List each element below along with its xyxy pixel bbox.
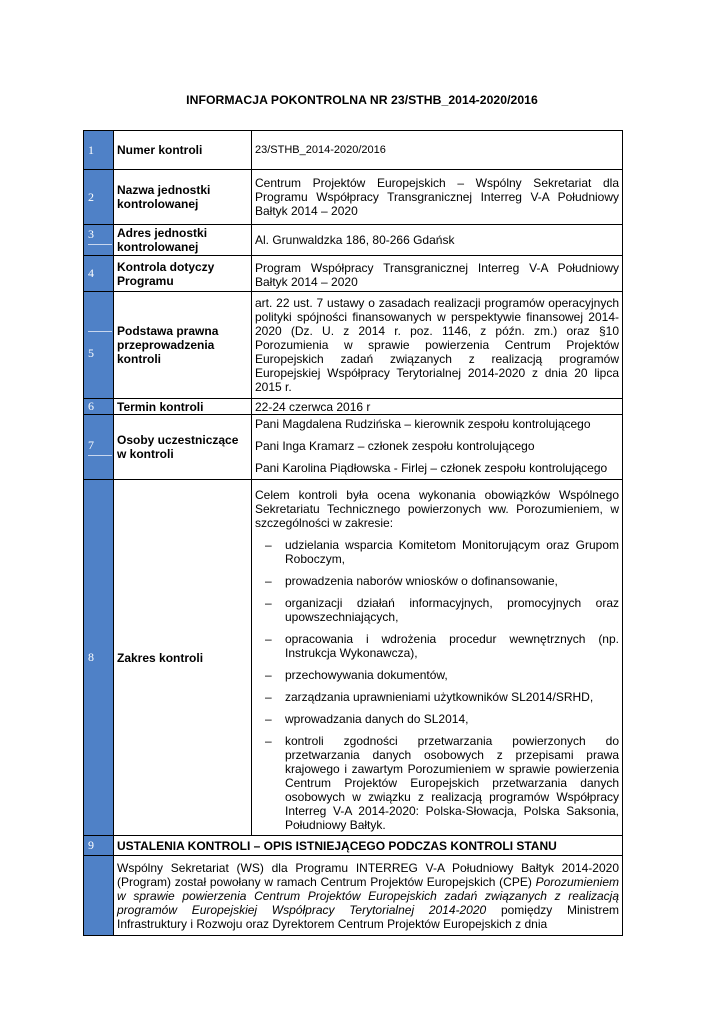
list-item: – kontroli zgodności przetwarzania powierzonych do przetwarzania danych osobowych z przepisami prawa krajowego i zawartym Porozumieniem w sprawie powierzenia Centrum Projektów Europejskich przetwarzania danych osobowych w związku z realizacją programów Współpracy Interreg V-A 2014-2020: Polska-Słowacja, Polska Saksonia, Południowy Bałtyk. <box>255 734 619 832</box>
person-entry: Pani Magdalena Rudzińska – kierownik zespołu kontrolującego <box>255 417 591 431</box>
row-value-termin-kontroli: 22-24 czerwca 2016 r <box>252 399 623 415</box>
table-row-5 <box>84 292 623 399</box>
list-item: – wprowadzania danych do SL2014, <box>255 712 619 726</box>
table-row-9 <box>84 836 623 856</box>
table-row-3 <box>84 225 623 256</box>
list-item: – prowadzenia naborów wniosków o dofinansowanie, <box>255 574 619 588</box>
person-entry: Pani Karolina Piądłowska - Firlej – członek zespołu kontrolującego <box>255 461 608 475</box>
row-number: 6 <box>84 399 114 415</box>
scope-intro: Celem kontroli była ocena wykonania obowiązków Wspólnego Sekretariatu Technicznego powierzonych ww. Porozumieniem, w szczególności w zakresie: <box>255 487 619 530</box>
row-number: 9 <box>84 836 114 856</box>
row-label-podstawa-prawna: Podstawa prawna przeprowadzenia kontroli <box>114 292 252 399</box>
row-value-numer-kontroli: 23/STHB_2014-2020/2016 <box>252 131 623 170</box>
table-row-7 <box>84 415 623 480</box>
row-value-nazwa-jednostki: Centrum Projektów Europejskich – Wspólny Sekretariat dla Programu Współpracy Transgranicznej Interreg V-A Południowy Bałtyk 2014 – 2020 <box>252 170 623 225</box>
table-row-2 <box>84 170 623 225</box>
row-label-osoby: Osoby uczestniczące w kontroli <box>114 415 252 480</box>
person-entry: Pani Inga Kramarz – członek zespołu kontrolującego <box>255 439 535 453</box>
row-value-osoby <box>252 415 623 480</box>
row-number: 2 <box>84 170 114 225</box>
row-label-adres-jednostki: Adres jednostki kontrolowanej <box>114 225 252 256</box>
row-value-adres-jednostki: Al. Grunwaldzka 186, 80-266 Gdańsk <box>252 225 623 256</box>
row-number: 8 <box>84 480 114 836</box>
list-item: – udzielania wsparcia Komitetom Monitorującym oraz Grupom Roboczym, <box>255 538 619 566</box>
row-value-kontrola-dotyczy: Program Współpracy Transgranicznej Interreg V-A Południowy Bałtyk 2014 – 2020 <box>252 256 623 292</box>
table-row-6 <box>84 399 623 415</box>
row-number: 7 <box>84 415 114 480</box>
row-label-termin-kontroli: Termin kontroli <box>114 399 252 415</box>
table-row-9-text <box>84 856 623 936</box>
row-label-kontrola-dotyczy: Kontrola dotyczy Programu <box>114 256 252 292</box>
inspection-info-table <box>83 130 623 936</box>
list-item: – przechowywania dokumentów, <box>255 668 619 682</box>
findings-heading: USTALENIA KONTROLI – OPIS ISTNIEJĄCEGO PODCZAS KONTROLI STANU <box>114 836 623 856</box>
row-number: 1 <box>84 131 114 170</box>
row-number: 3 <box>84 225 114 256</box>
list-item: – opracowania i wdrożenia procedur wewnętrznych (np. Instrukcja Wykonawcza), <box>255 632 619 660</box>
table-row-8 <box>84 480 623 836</box>
scope-list <box>255 538 619 832</box>
row-value-podstawa-prawna: art. 22 ust. 7 ustawy o zasadach realizacji programów operacyjnych polityki spójności finansowanych w perspektywie finansowej 2014-2020 (Dz. U. z 2014 r. poz. 1146, z późn. zm.) oraz §10 Porozumienia w sprawie powierzenia Centrum Projektów Europejskich zadań związanych z realizacją programów Europejskiej Współpracy Terytorialnej 2014-2020 z dnia 20 lipca 2015 r. <box>252 292 623 399</box>
row-number: 5 <box>84 292 114 399</box>
findings-text: Wspólny Sekretariat (WS) dla Programu INTERREG V-A Południowy Bałtyk 2014-2020 (Program) został powołany w ramach Centrum Projektów Europejskich (CPE) Porozumieniem w sprawie powierzenia Centrum Projektów Europejskich zadań związanych z realizacją programów Europejskiej Współpracy Terytorialnej 2014-2020 pomiędzy Ministrem Infrastruktury i Rozwoju oraz Dyrektorem Centrum Projektów Europejskich z dnia <box>114 856 623 936</box>
document-title: INFORMACJA POKONTROLNA NR 23/STHB_2014-2020/2016 <box>186 93 538 107</box>
row-number: 4 <box>84 256 114 292</box>
table-row-1 <box>84 131 623 170</box>
agreement-title: Porozumieniem w sprawie powierzenia Centrum Projektów Europejskich zadań związanych z realizacją programów Europejskiej Współpracy Terytorialnej 2014-2020 <box>117 875 619 917</box>
row-label-nazwa-jednostki: Nazwa jednostki kontrolowanej <box>114 170 252 225</box>
row-value-zakres-kontroli <box>252 480 623 836</box>
list-item: – organizacji działań informacyjnych, promocyjnych oraz upowszechniających, <box>255 596 619 624</box>
row-label-zakres-kontroli: Zakres kontroli <box>114 480 252 836</box>
list-item: – zarządzania uprawnieniami użytkowników SL2014/SRHD, <box>255 690 619 704</box>
row-label-numer-kontroli: Numer kontroli <box>114 131 252 170</box>
row-number-empty <box>84 856 114 936</box>
table-row-4 <box>84 256 623 292</box>
